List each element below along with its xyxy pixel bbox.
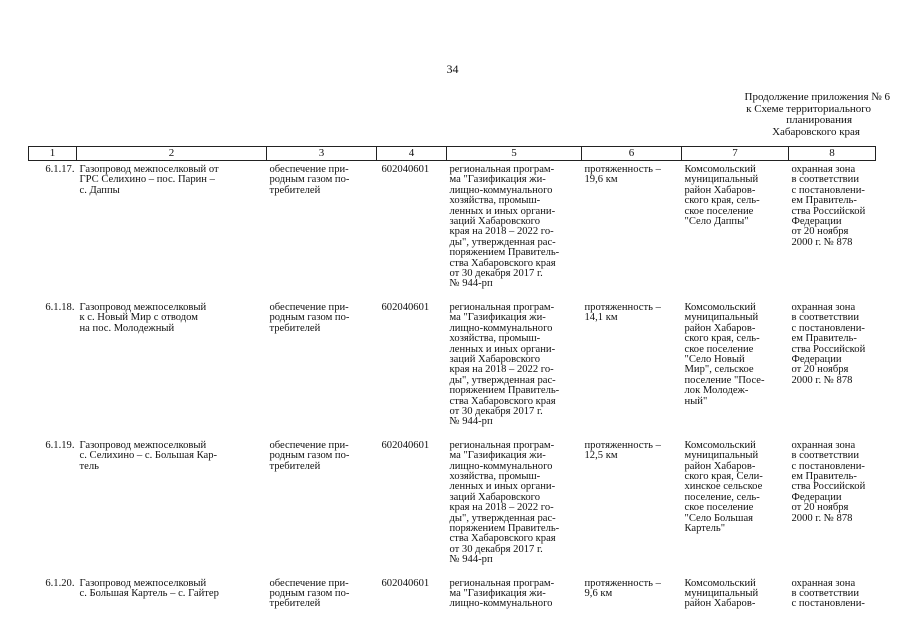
column-header: 3	[267, 147, 377, 161]
row-number: 6.1.18.	[45, 301, 75, 313]
object-name: Газопровод межпоселковый от ГРС Селихино – пос. Парин – с. Даппы	[79, 164, 219, 196]
protection-zone: охранная зона в соответствии с постановлени- ем Правитель- ства Российской Федерации от 20 ноября 2000 г. № 878	[791, 439, 866, 524]
column-header: 6	[582, 147, 682, 161]
row-number: 6.1.20.	[45, 577, 75, 589]
column-header: 4	[377, 147, 447, 161]
appendix-subtitle-line: планирования	[786, 114, 852, 126]
program-basis: региональная програм- ма "Газификация жи- лищно-коммунального хозяйства, промыш- ленных и иных органи- заций Хабаровского края на 2018 – 2022 го- ды", утвержденная рас- поряжением Правитель- ства Хабаровского края от 30 декабря 2017 г. № 944-рп	[449, 439, 560, 566]
object-purpose: обеспечение при- родным газом по- требителей	[269, 301, 350, 334]
object-code: 602040601	[381, 301, 430, 313]
column-header: 5	[447, 147, 582, 161]
object-location: Комсомольский муниципальный район Хабаров-	[684, 577, 759, 610]
program-basis: региональная програм- ма "Газификация жи- лищно-коммунального хозяйства, промыш- ленных и иных органи- заций Хабаровского края на 2018 – 2022 го- ды", утвержденная рас- поряжением Правитель- ства Хабаровского края от 30 декабря 2017 г. № 944-рп	[449, 164, 560, 290]
object-location: Комсомольский муниципальный район Хабаров- ского края, сель- ское поселение "Село Даппы"	[684, 164, 760, 228]
object-name: Газопровод межпоселковый к с. Новый Мир с отводом на пос. Молодежный	[79, 301, 207, 334]
object-location: Комсомольский муниципальный район Хабаров- ского края, Сели- хинское сельское поселение, сель- ское поселение "Село Большая Картель"	[684, 439, 763, 534]
object-name: Газопровод межпоселковый с. Большая Картель – с. Гайтер	[79, 577, 219, 600]
column-header: 7	[682, 147, 789, 161]
object-code: 602040601	[381, 164, 430, 175]
protection-zone: охранная зона в соответствии с постановлени-	[791, 577, 865, 610]
object-length: протяженность – 12,5 км	[584, 439, 661, 462]
column-header: 8	[789, 147, 876, 161]
table-row	[29, 299, 876, 437]
page-number: 34	[446, 62, 459, 76]
protection-zone: охранная зона в соответствии с постановлени- ем Правитель- ства Российской Федерации от 20 ноября 2000 г. № 878	[791, 301, 866, 386]
program-basis: региональная програм- ма "Газификация жи- лищно-коммунального	[449, 577, 555, 610]
table-row	[29, 575, 876, 619]
appendix-header	[690, 92, 890, 138]
table-header-row	[29, 147, 876, 161]
program-basis: региональная програм- ма "Газификация жи- лищно-коммунального хозяйства, промыш- ленных и иных органи- заций Хабаровского края на 2018 – 2022 го- ды", утвержденная рас- поряжением Правитель- ства Хабаровского края от 30 декабря 2017 г. № 944-рп	[449, 301, 560, 428]
object-name: Газопровод межпоселковый с. Селихино – с. Большая Кар- тель	[79, 439, 218, 472]
appendix-subtitle-line: Хабаровского края	[772, 125, 860, 138]
object-code: 602040601	[381, 577, 430, 589]
object-code: 602040601	[381, 439, 430, 451]
row-number: 6.1.19.	[45, 439, 75, 451]
protection-zone: охранная зона в соответствии с постановлени- ем Правитель- ства Российской Федерации от 20 ноября 2000 г. № 878	[791, 164, 866, 248]
object-length: протяженность – 9,6 км	[584, 577, 661, 600]
object-purpose: обеспечение при- родным газом по- требителей	[269, 439, 350, 472]
object-length: протяженность – 19,6 км	[584, 164, 661, 186]
object-location: Комсомольский муниципальный район Хабаров- ского края, сель- ское поселение "Село Новый Мир", сельское поселение "Посе- лок Молодеж- ный"	[684, 301, 765, 407]
appendix-title: Продолжение приложения № 6	[744, 91, 890, 103]
row-number: 6.1.17.	[45, 164, 75, 175]
table-row	[29, 437, 876, 575]
planning-table	[28, 146, 876, 619]
object-purpose: обеспечение при- родным газом по- требителей	[269, 577, 350, 610]
table-row	[29, 161, 876, 299]
appendix-subtitle-line: к Схеме территориального	[746, 102, 871, 115]
column-header: 2	[77, 147, 267, 161]
object-purpose: обеспечение при- родным газом по- требителей	[269, 164, 350, 196]
object-length: протяженность – 14,1 км	[584, 301, 661, 324]
column-header: 1	[29, 147, 77, 161]
